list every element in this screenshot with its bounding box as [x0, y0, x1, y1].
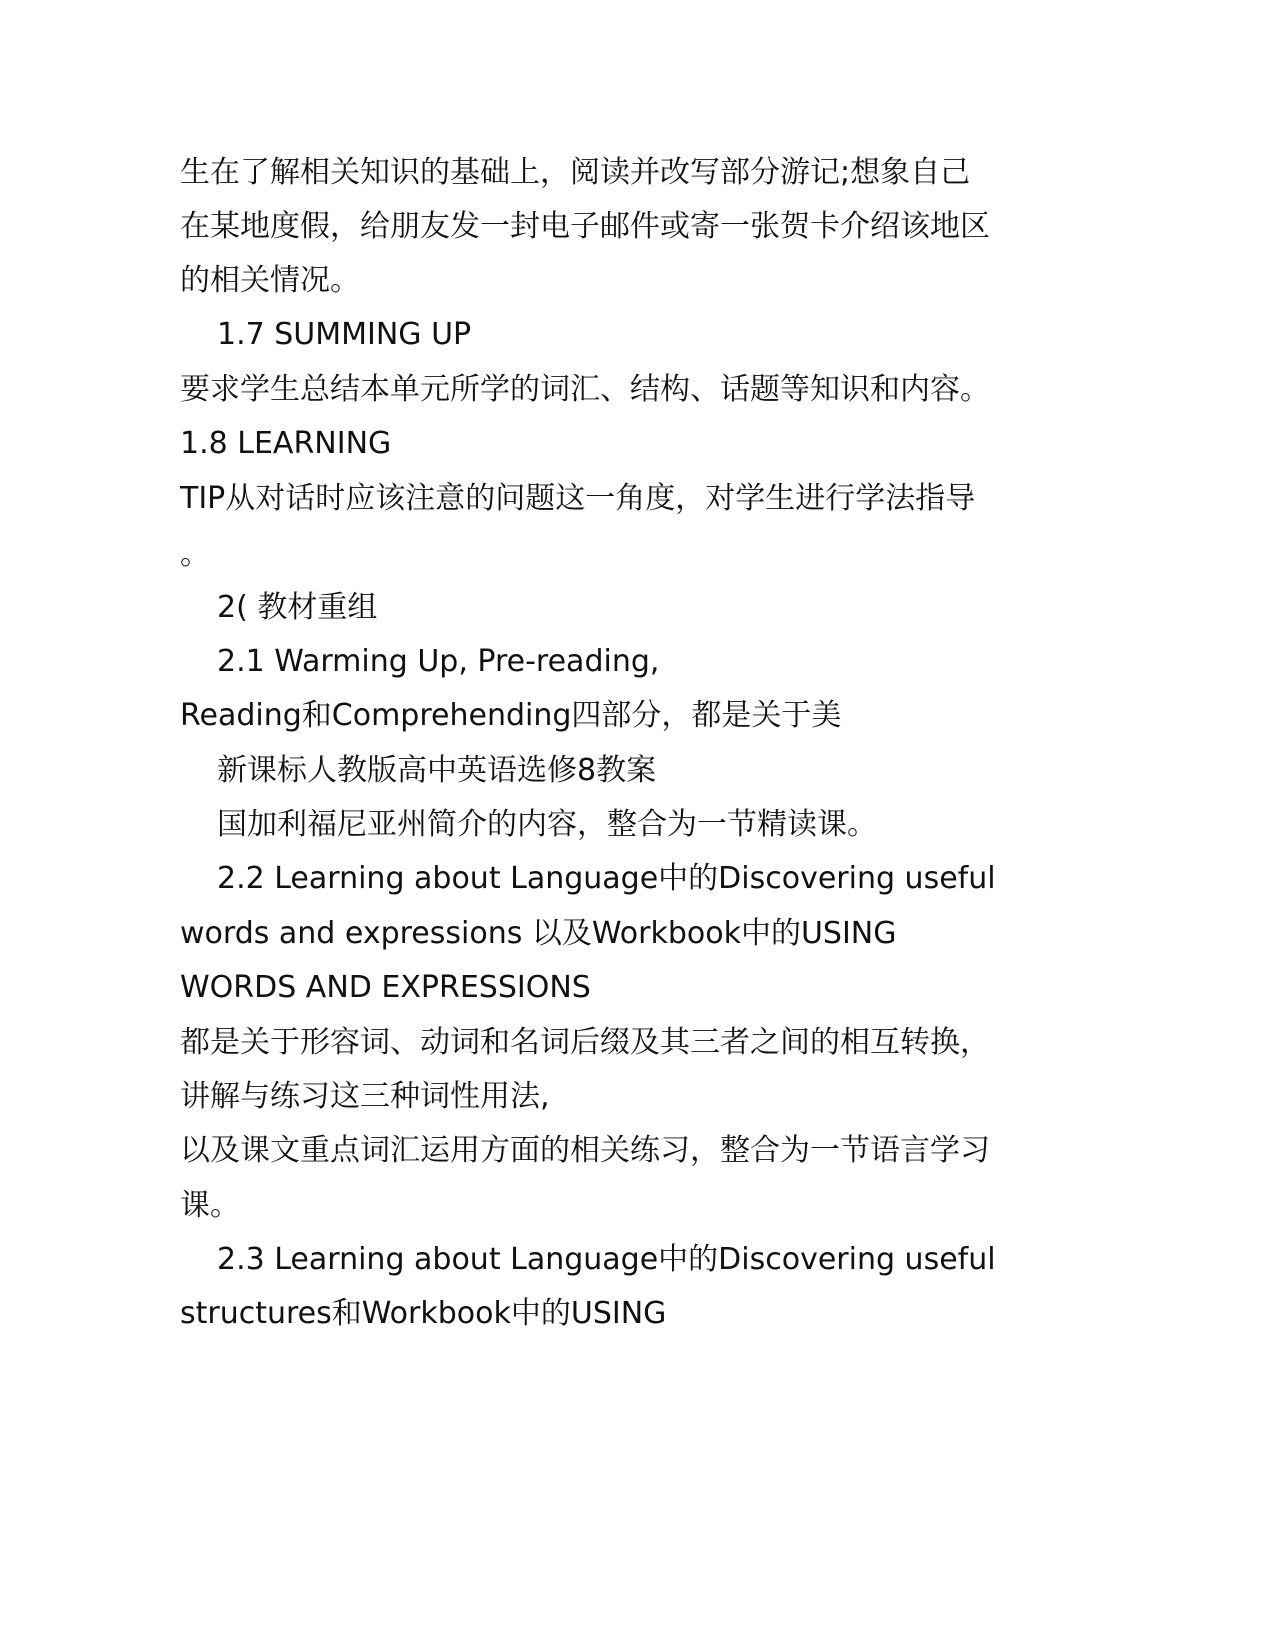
text-line: 要求学生总结本单元所学的词汇、结构、话题等知识和内容。 — [180, 372, 990, 407]
text-line: 以及课文重点词汇运用方面的相关练习，整合为一节语言学习 — [180, 1133, 990, 1168]
text-line: words and expressions 以及Workbook中的USING — [180, 916, 897, 951]
text-line: 在某地度假，给朋友发一封电子邮件或寄一张贺卡介绍该地区 — [180, 209, 990, 244]
text-line: 。 — [180, 537, 210, 572]
text-line: structures和Workbook中的USING — [180, 1296, 667, 1331]
text-line: TIP从对话时应该注意的问题这一角度，对学生进行学法指导 — [180, 481, 976, 516]
text-line: 课。 — [180, 1188, 240, 1223]
text-line: WORDS AND EXPRESSIONS — [180, 970, 591, 1005]
text-line: 新课标人教版高中英语选修8教案 — [217, 753, 657, 788]
section-heading: 2.3 Learning about Language中的Discovering useful — [217, 1242, 996, 1277]
section-heading: 2( 教材重组 — [217, 590, 378, 625]
text-line: 生在了解相关知识的基础上，阅读并改写部分游记;想象自己 — [180, 155, 971, 190]
section-heading: 1.8 LEARNING — [180, 426, 392, 461]
section-heading: 1.7 SUMMING UP — [217, 317, 472, 352]
text-line: 讲解与练习这三种词性用法, — [180, 1079, 550, 1114]
text-line: Reading和Comprehending四部分，都是关于美 — [180, 698, 842, 733]
section-heading: 2.2 Learning about Language中的Discovering useful — [217, 861, 996, 896]
text-line: 的相关情况。 — [180, 263, 360, 298]
section-heading: 2.1 Warming Up, Pre-reading, — [217, 644, 660, 679]
text-line: 都是关于形容词、动词和名词后缀及其三者之间的相互转换， — [180, 1025, 990, 1060]
text-line: 国加利福尼亚州简介的内容，整合为一节精读课。 — [217, 807, 877, 842]
